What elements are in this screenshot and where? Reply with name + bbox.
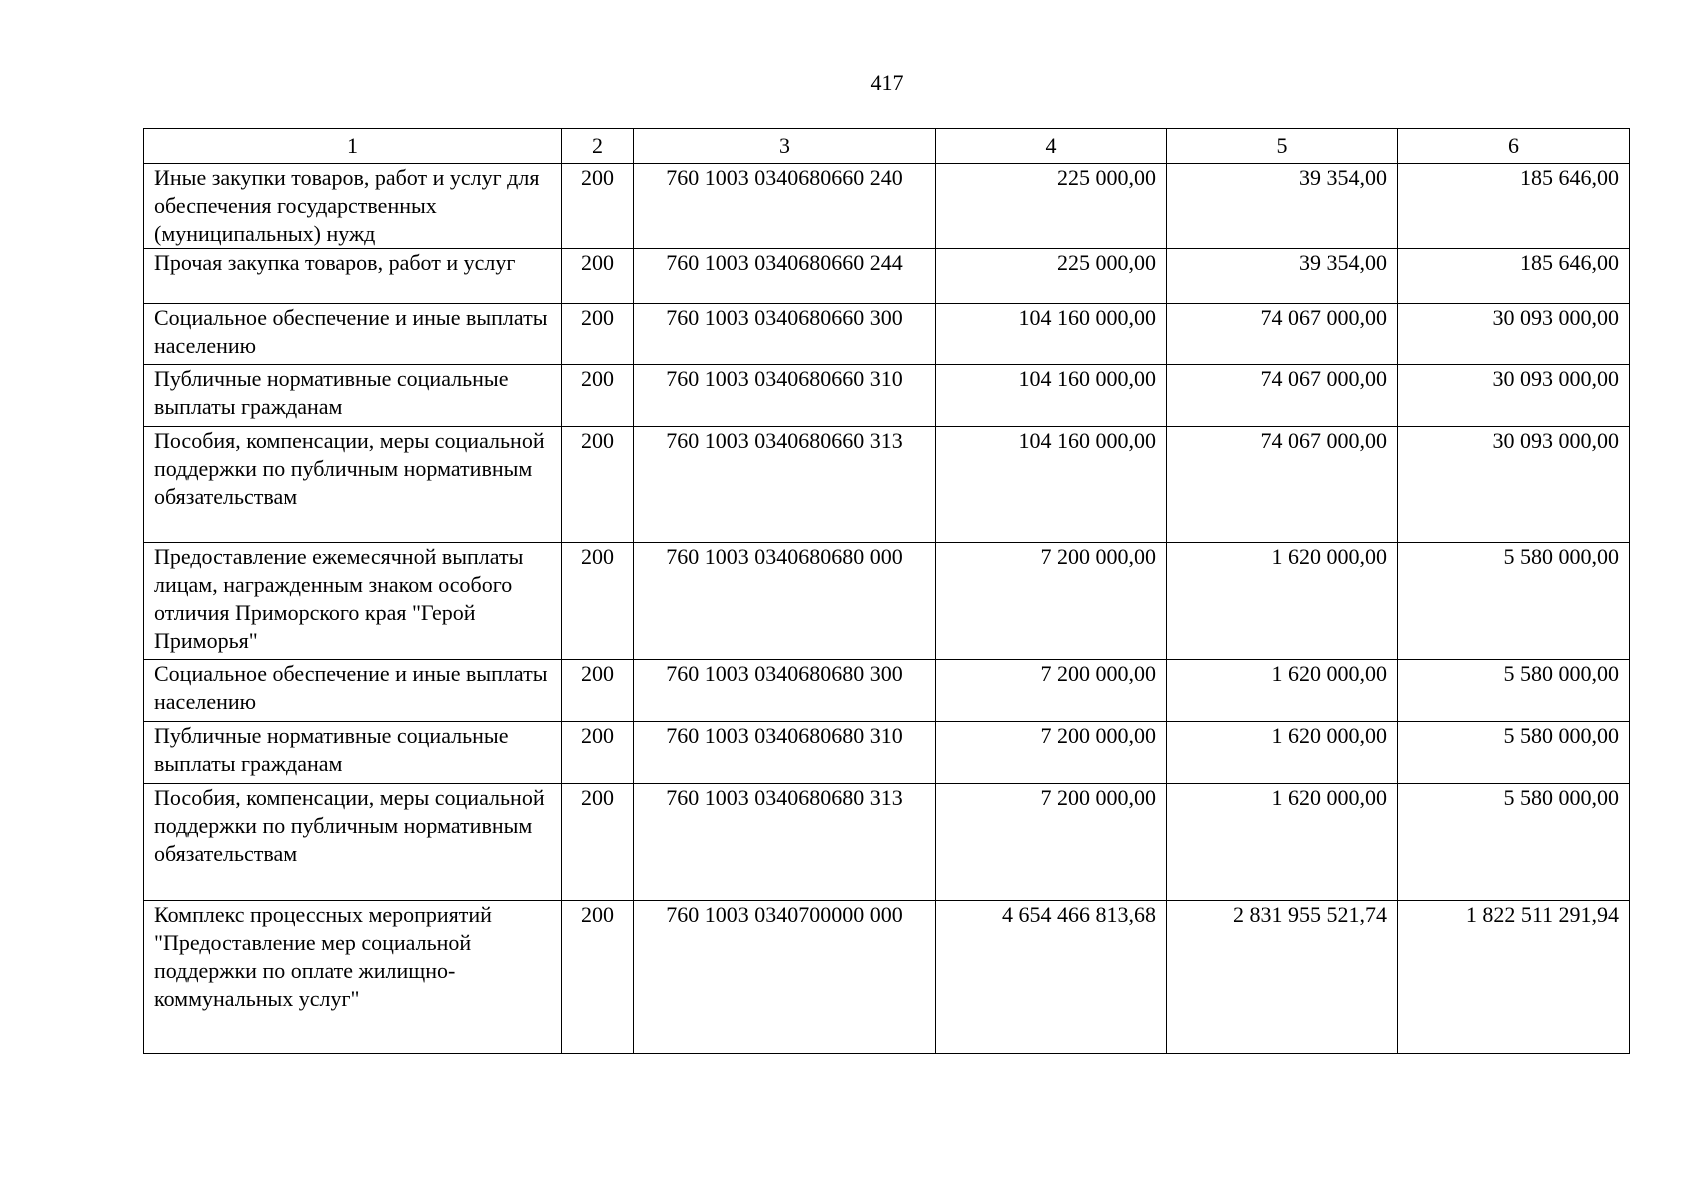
row-value-4: 225 000,00 bbox=[936, 164, 1167, 249]
row-name: Иные закупки товаров, работ и услуг для обеспечения государственных (муниципальных) нужд bbox=[144, 164, 562, 249]
row-value-5: 1 620 000,00 bbox=[1167, 722, 1398, 784]
row-kbk: 760 1003 0340680660 240 bbox=[634, 164, 936, 249]
page-number: 417 bbox=[870, 70, 904, 95]
table-row bbox=[144, 427, 1630, 543]
row-code: 200 bbox=[562, 543, 634, 660]
row-kbk: 760 1003 0340680660 300 bbox=[634, 304, 936, 365]
row-value-6: 5 580 000,00 bbox=[1398, 784, 1630, 901]
row-name: Социальное обеспечение и иные выплаты населению bbox=[144, 304, 562, 365]
table-header-row bbox=[144, 129, 1630, 164]
row-value-4: 104 160 000,00 bbox=[936, 427, 1167, 543]
row-value-5: 74 067 000,00 bbox=[1167, 365, 1398, 427]
row-value-4: 4 654 466 813,68 bbox=[936, 901, 1167, 1054]
table-row bbox=[144, 543, 1630, 660]
column-header: 4 bbox=[936, 129, 1167, 164]
row-value-4: 7 200 000,00 bbox=[936, 784, 1167, 901]
row-value-5: 39 354,00 bbox=[1167, 164, 1398, 249]
table-row bbox=[144, 660, 1630, 722]
table-row bbox=[144, 722, 1630, 784]
row-value-6: 185 646,00 bbox=[1398, 164, 1630, 249]
row-name: Пособия, компенсации, меры социальной поддержки по публичным нормативным обязательствам bbox=[144, 427, 562, 543]
row-value-4: 104 160 000,00 bbox=[936, 365, 1167, 427]
row-kbk: 760 1003 0340700000 000 bbox=[634, 901, 936, 1054]
budget-table bbox=[143, 128, 1630, 1054]
row-code: 200 bbox=[562, 365, 634, 427]
row-value-4: 104 160 000,00 bbox=[936, 304, 1167, 365]
column-header: 6 bbox=[1398, 129, 1630, 164]
row-value-5: 74 067 000,00 bbox=[1167, 427, 1398, 543]
row-kbk: 760 1003 0340680660 313 bbox=[634, 427, 936, 543]
row-value-6: 5 580 000,00 bbox=[1398, 660, 1630, 722]
row-value-5: 74 067 000,00 bbox=[1167, 304, 1398, 365]
row-value-5: 39 354,00 bbox=[1167, 249, 1398, 304]
row-name: Социальное обеспечение и иные выплаты населению bbox=[144, 660, 562, 722]
column-header: 2 bbox=[562, 129, 634, 164]
row-code: 200 bbox=[562, 784, 634, 901]
row-value-4: 7 200 000,00 bbox=[936, 722, 1167, 784]
row-code: 200 bbox=[562, 901, 634, 1054]
row-name: Публичные нормативные социальные выплаты гражданам bbox=[144, 722, 562, 784]
column-header: 3 bbox=[634, 129, 936, 164]
row-code: 200 bbox=[562, 722, 634, 784]
row-kbk: 760 1003 0340680680 300 bbox=[634, 660, 936, 722]
table-row bbox=[144, 784, 1630, 901]
row-value-6: 30 093 000,00 bbox=[1398, 365, 1630, 427]
row-value-4: 7 200 000,00 bbox=[936, 660, 1167, 722]
row-name: Комплекс процессных мероприятий "Предоставление мер социальной поддержки по оплате жилищно-коммунальных услуг" bbox=[144, 901, 562, 1054]
table-row bbox=[144, 249, 1630, 304]
row-value-6: 1 822 511 291,94 bbox=[1398, 901, 1630, 1054]
row-kbk: 760 1003 0340680660 244 bbox=[634, 249, 936, 304]
row-value-6: 185 646,00 bbox=[1398, 249, 1630, 304]
row-name: Публичные нормативные социальные выплаты гражданам bbox=[144, 365, 562, 427]
row-value-6: 30 093 000,00 bbox=[1398, 304, 1630, 365]
row-name: Прочая закупка товаров, работ и услуг bbox=[144, 249, 562, 304]
row-kbk: 760 1003 0340680680 310 bbox=[634, 722, 936, 784]
row-kbk: 760 1003 0340680680 313 bbox=[634, 784, 936, 901]
row-kbk: 760 1003 0340680660 310 bbox=[634, 365, 936, 427]
column-header: 5 bbox=[1167, 129, 1398, 164]
row-code: 200 bbox=[562, 660, 634, 722]
row-value-6: 30 093 000,00 bbox=[1398, 427, 1630, 543]
table-row bbox=[144, 304, 1630, 365]
row-value-5: 1 620 000,00 bbox=[1167, 660, 1398, 722]
row-value-5: 1 620 000,00 bbox=[1167, 784, 1398, 901]
row-code: 200 bbox=[562, 249, 634, 304]
row-value-4: 225 000,00 bbox=[936, 249, 1167, 304]
row-value-6: 5 580 000,00 bbox=[1398, 722, 1630, 784]
row-value-4: 7 200 000,00 bbox=[936, 543, 1167, 660]
table-row bbox=[144, 901, 1630, 1054]
row-code: 200 bbox=[562, 427, 634, 543]
row-name: Предоставление ежемесячной выплаты лицам, награжденным знаком особого отличия Приморского края "Герой Приморья" bbox=[144, 543, 562, 660]
row-value-5: 1 620 000,00 bbox=[1167, 543, 1398, 660]
row-kbk: 760 1003 0340680680 000 bbox=[634, 543, 936, 660]
row-name: Пособия, компенсации, меры социальной поддержки по публичным нормативным обязательствам bbox=[144, 784, 562, 901]
table-row bbox=[144, 365, 1630, 427]
row-code: 200 bbox=[562, 304, 634, 365]
table-row bbox=[144, 164, 1630, 249]
row-value-5: 2 831 955 521,74 bbox=[1167, 901, 1398, 1054]
row-value-6: 5 580 000,00 bbox=[1398, 543, 1630, 660]
column-header: 1 bbox=[144, 129, 562, 164]
row-code: 200 bbox=[562, 164, 634, 249]
